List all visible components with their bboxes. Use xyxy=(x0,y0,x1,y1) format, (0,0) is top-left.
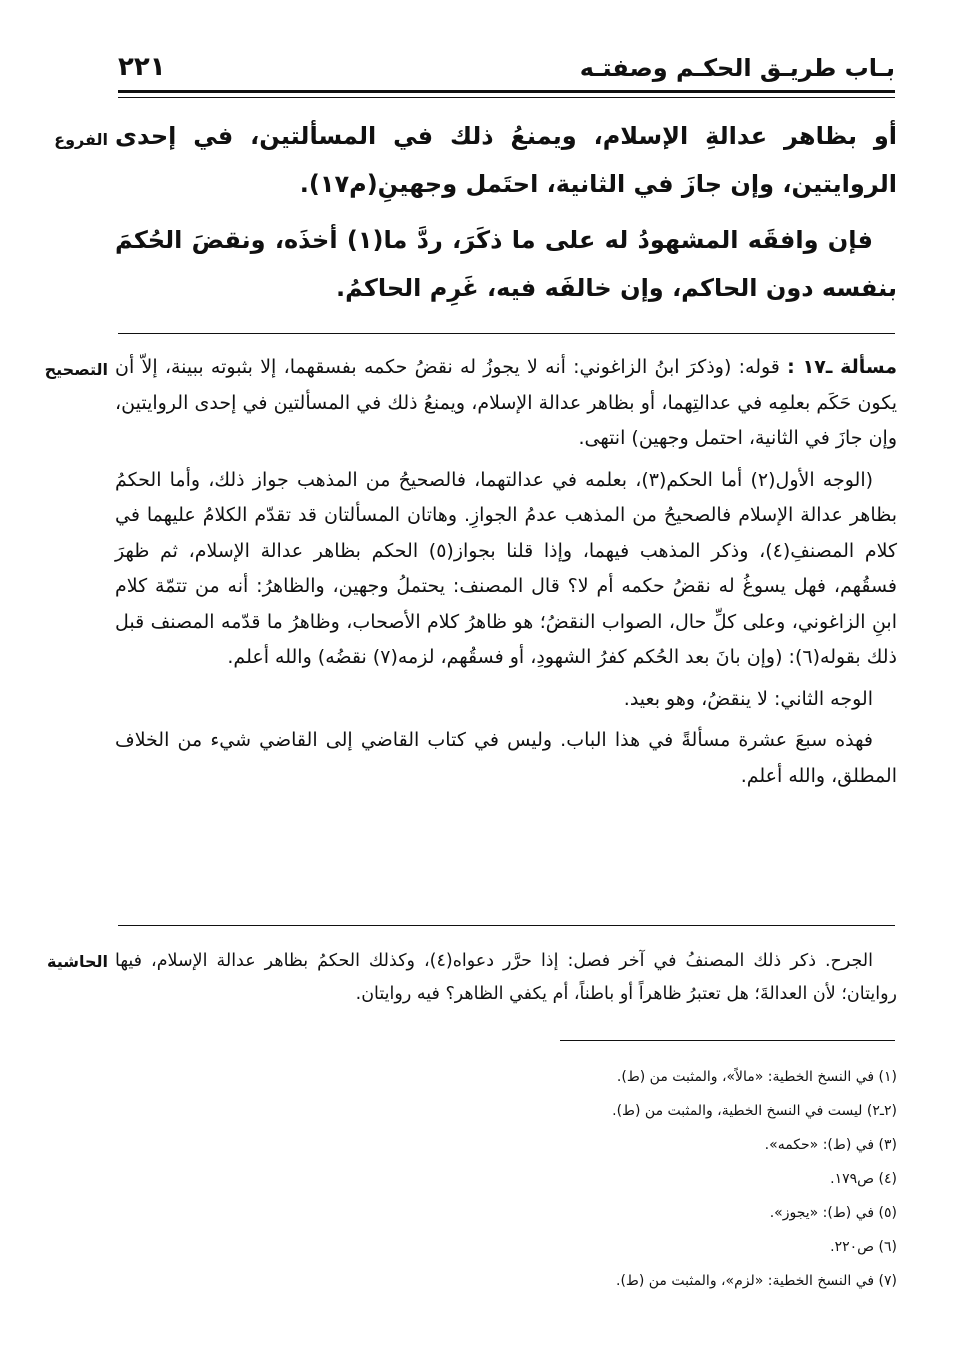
hashiya-paragraph: الجرح. ذكر ذلك المصنفُ في آخر فصل: إذا حرَّر دعواه(٤)، وكذلك الحكمُ بظاهر عدالة الإسلام، فيها روايتان؛ لأن العدالةَ؛ هل تعتبرُ ظاهراً أو باطناً، أم يكفي الظاهر؟ فيه روايتان. xyxy=(115,951,897,1004)
footnote: (٤) ص١٧٩. xyxy=(830,1171,897,1187)
footnote: (٧) في النسخ الخطية: «لزم»، والمثبت من (ط). xyxy=(616,1273,897,1289)
header-rule xyxy=(118,90,895,93)
footnotes xyxy=(300,1060,897,1298)
page-number: ٢٢١ xyxy=(118,52,166,82)
section-divider xyxy=(118,333,895,334)
main-paragraph: فإن وافقَه المشهودُ له على ما ذكَرَ، ردَّ ما(١) أخذَه، ونقضَ الحُكمَ بنفسه دون الحاكم، وإن خالفَه فيه، غَرِم الحاكمُ. xyxy=(115,226,897,302)
commentary-section xyxy=(115,350,897,794)
main-text-section xyxy=(115,112,897,312)
hashiya-section xyxy=(115,945,897,1011)
issue-number: مسألة ـ١٧ : xyxy=(787,356,898,378)
commentary-paragraph: فهذه سبعَ عشرة مسألةً في هذا الباب. وليس في كتاب القاضي إلى القاضي شيء من الخلاف المطلق، والله أعلم. xyxy=(115,729,897,787)
section-label-tashih: التصحيح xyxy=(44,360,108,379)
commentary-paragraph: الوجه الثاني: لا ينقضُ، وهو بعيد. xyxy=(623,687,873,710)
footnote: (٦) ص٢٢٠. xyxy=(830,1239,897,1255)
commentary-paragraph: (الوجه الأول(٢) أما الحكم(٣)، بعلمه في عدالتهما، فالصحيحُ من المذهب جواز ذلك، وأما الحكمُ بظاهر عدالة الإسلام فالصحيحُ من المذهب عدمُ الجوازِ. وهاتان المسألتان قد تقدّم الكلامُ عليهما في كلام المصنفِ(٤)، وذكر المذهب فيهما، وإذا قلنا بجواز(٥) الحكم بظاهر عدالة الإسلام، ثم ظهرَ فسقُهم، فهل يسوغُ له نقضُ حكمه أم لا؟ قال المصنف: يحتملُ وجهين، والظاهرُ: أنه من تتمّة كلام ابنِ الزاغوني، وعلى كلِّ حال، الصواب النقضُ؛ هو ظاهرُ كلام الأصحاب، وظاهرُ ما قدّمه المصنف قبل ذلك بقوله(٦): (وإن بانَ بعد الحُكم كفرُ الشهودِ، أو فسقُهم، لزمه(٧) نقضُه) والله أعلم. xyxy=(115,468,897,668)
section-label-furu: الفروع xyxy=(54,130,108,149)
footnote: (٥) في (ط): «يجوز». xyxy=(769,1205,897,1221)
footnote: (٢ـ٢) ليست في النسخ الخطية، والمثبت من (ط). xyxy=(612,1103,897,1119)
main-paragraph: أو بظاهر عدالةِ الإسلام، ويمنعُ ذلك في المسألتين، في إحدى الروايتين، وإن جازَ في الثانية، احتَمل وجهينِ(م١٧). xyxy=(115,122,897,198)
commentary-paragraph xyxy=(115,350,897,457)
commentary-text: قوله: (وذكرَ ابنُ الزاغوني: أنه لا يجوزُ له نقضُ حكمه بفسقهما، إلا بثبوته ببينة، إلاّ أن يكون حَكَم بعلمِه في عدالتِهما، أو بظاهر عدالة الإسلام، ويمنعُ ذلك في المسألتين في إحدى الروايتين، وإن جازَ في الثانية، احتمل وجهين) انتهى. xyxy=(115,356,897,449)
header-rule-thin xyxy=(118,97,895,98)
footnote-divider xyxy=(560,1040,895,1041)
footnote: (٣) في (ط): «حكمه». xyxy=(764,1137,897,1153)
footnote: (١) في النسخ الخطية: «مالاً»، والمثبت من (ط). xyxy=(616,1069,897,1085)
running-header xyxy=(118,48,895,88)
chapter-title: بـاب طريـق الحكـم وصفتـه xyxy=(579,54,895,82)
section-divider xyxy=(118,925,895,926)
section-label-hashiya: الحاشية xyxy=(47,952,108,971)
